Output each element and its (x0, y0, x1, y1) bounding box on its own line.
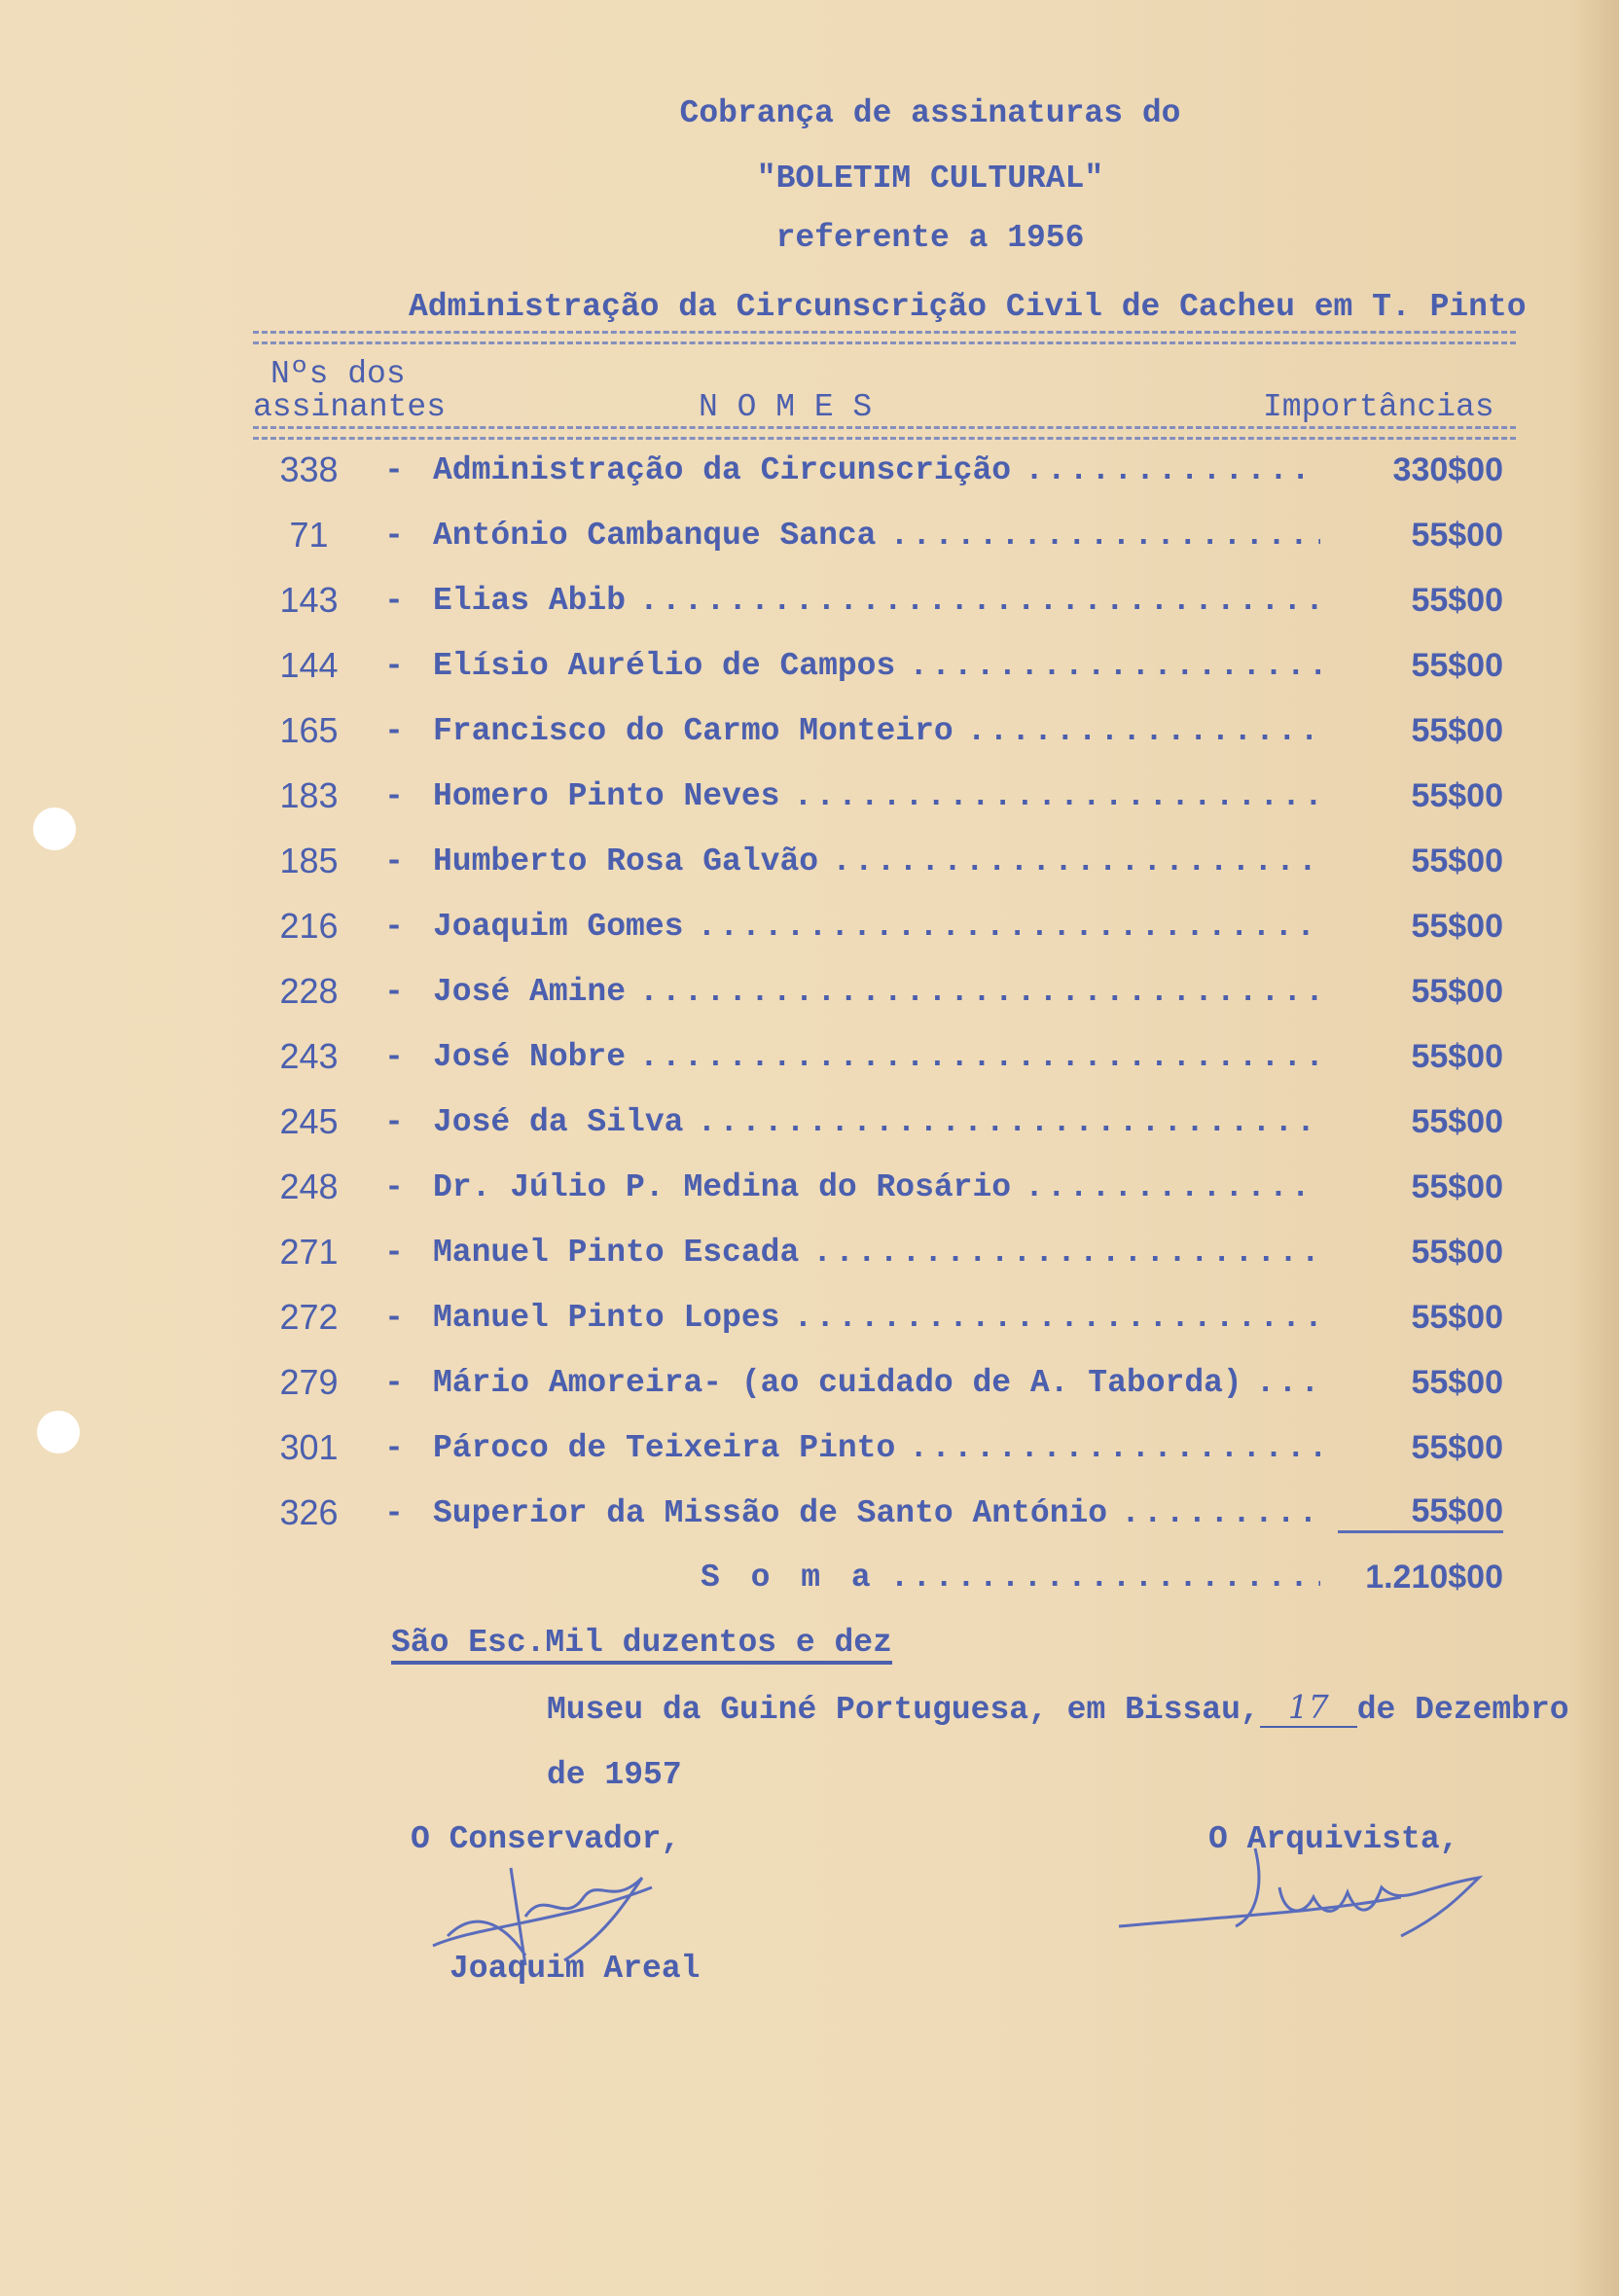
table-row (263, 1228, 1503, 1276)
subscriber-name: José Amine (433, 973, 627, 1010)
punch-hole-bottom (37, 1411, 80, 1453)
dash-separator: - (384, 1103, 404, 1140)
signature-arquivista (1109, 1829, 1498, 1955)
subscriber-amount: 55$00 (1338, 1492, 1503, 1533)
table-row (263, 771, 1503, 820)
table-row (263, 837, 1503, 885)
dash-separator: - (384, 843, 404, 879)
dot-leader (1025, 1169, 1320, 1205)
subscriber-name: Pároco de Teixeira Pinto (433, 1429, 896, 1466)
dash-separator: - (384, 1429, 404, 1466)
subscriber-name: Manuel Pinto Lopes (433, 1299, 780, 1336)
subscriber-number: 71 (289, 515, 329, 555)
table-row (263, 1097, 1503, 1146)
subscriber-name: José da Silva (433, 1103, 684, 1140)
subscriber-amount: 55$00 (1411, 1428, 1503, 1466)
dot-leader (1121, 1495, 1320, 1531)
dash-separator: - (384, 1038, 404, 1075)
subscriber-amount: 55$00 (1411, 1037, 1503, 1075)
dash-separator: - (384, 712, 404, 749)
subscriber-name: Humberto Rosa Galvão (433, 843, 819, 879)
divider-top (253, 331, 1516, 344)
dot-leader (909, 648, 1320, 684)
date-year: de 1957 (547, 1757, 682, 1793)
subscriber-name: Dr. Júlio P. Medina do Rosário (433, 1168, 1012, 1205)
table-row (263, 576, 1503, 625)
subscriber-name: Superior da Missão de Santo António (433, 1494, 1108, 1531)
subscriber-name: Elias Abib (433, 582, 627, 619)
dash-separator: - (384, 1234, 404, 1271)
subscriber-amount: 55$00 (1411, 842, 1503, 879)
dot-leader (889, 518, 1320, 554)
subscriber-number: 185 (279, 841, 339, 880)
total-label: S o m a (701, 1559, 877, 1596)
subscriber-amount: 330$00 (1392, 450, 1503, 488)
dash-separator: - (384, 451, 404, 488)
subscriber-amount: 55$00 (1411, 646, 1503, 684)
total-row (263, 1553, 1503, 1601)
dot-leader (832, 843, 1320, 879)
subscriber-number: 243 (279, 1036, 339, 1076)
subscriber-number: 228 (279, 971, 339, 1011)
dot-leader (967, 713, 1320, 749)
dot-leader (890, 1560, 1320, 1596)
subscriber-name: José Nobre (433, 1038, 627, 1075)
punch-hole-top (33, 807, 76, 850)
subscriber-name: Francisco do Carmo Monteiro (433, 712, 953, 749)
subscriber-number: 326 (279, 1492, 339, 1532)
subscriber-amount: 55$00 (1411, 1233, 1503, 1271)
total-amount: 1.210$00 (1365, 1558, 1503, 1596)
table-row (263, 902, 1503, 951)
subscriber-number: 338 (279, 449, 339, 489)
table-row (263, 1032, 1503, 1081)
subscriber-amount: 55$00 (1411, 1298, 1503, 1336)
dash-separator: - (384, 517, 404, 554)
right-signatory-title: O Arquivista, (1208, 1821, 1459, 1857)
dash-separator: - (384, 582, 404, 619)
dot-leader (909, 1430, 1320, 1466)
dot-leader (697, 1104, 1320, 1140)
subscriber-amount: 55$00 (1411, 1167, 1503, 1205)
subscriber-amount: 55$00 (1411, 516, 1503, 554)
subscriber-number: 245 (279, 1101, 339, 1141)
subscriber-number: 144 (279, 645, 339, 685)
title-line-1: Cobrança de assinaturas do (679, 95, 1181, 131)
col-header-number-1: Nºs dos (270, 356, 406, 392)
amount-in-words: São Esc.Mil duzentos e dez (391, 1625, 892, 1665)
dash-separator: - (384, 647, 404, 684)
title-line-3: referente a 1956 (775, 220, 1085, 256)
dot-leader (639, 974, 1320, 1010)
dash-separator: - (384, 1168, 404, 1205)
dot-leader (793, 1300, 1320, 1336)
table-row (263, 1163, 1503, 1211)
table-row (263, 706, 1503, 755)
subscriber-amount: 55$00 (1411, 972, 1503, 1010)
date-day: 17 (1260, 1688, 1357, 1728)
place-date (547, 1688, 1569, 1728)
col-header-number-2: assinantes (253, 389, 447, 425)
left-signatory-name: Joaquim Areal (450, 1951, 701, 1987)
subscriber-number: 248 (279, 1166, 339, 1206)
col-header-amounts: Importâncias (1263, 389, 1494, 425)
table-row (263, 446, 1503, 494)
table-row (263, 511, 1503, 559)
dash-separator: - (384, 777, 404, 814)
subscriber-amount: 55$00 (1411, 1102, 1503, 1140)
table-row (263, 1489, 1503, 1537)
place-date-prefix: Museu da Guiné Portuguesa, em Bissau, (547, 1692, 1260, 1728)
subscriber-number: 216 (279, 906, 339, 946)
subscriber-name: Administração da Circunscrição (433, 451, 1012, 488)
subscriber-name: António Cambanque Sanca (433, 517, 877, 554)
subscriber-number: 272 (279, 1297, 339, 1337)
subscriber-number: 301 (279, 1427, 339, 1467)
subscriber-amount: 55$00 (1411, 711, 1503, 749)
subscriber-amount: 55$00 (1411, 1363, 1503, 1401)
dot-leader (639, 583, 1320, 619)
table-row (263, 1358, 1503, 1407)
dash-separator: - (384, 1494, 404, 1531)
subscriber-name: Homero Pinto Neves (433, 777, 780, 814)
subscriber-name: Elísio Aurélio de Campos (433, 647, 896, 684)
subscriber-amount: 55$00 (1411, 581, 1503, 619)
col-header-names: N O M E S (699, 389, 873, 425)
dot-leader (812, 1235, 1320, 1271)
dot-leader (697, 909, 1320, 945)
subscriber-number: 271 (279, 1232, 339, 1272)
dash-separator: - (384, 973, 404, 1010)
table-row (263, 967, 1503, 1016)
subscriber-name: Joaquim Gomes (433, 908, 684, 945)
title-line-2: "BOLETIM CULTURAL" (756, 161, 1104, 197)
dot-leader (1025, 452, 1320, 488)
subscriber-number: 183 (279, 775, 339, 815)
left-signatory-title: O Conservador, (411, 1821, 681, 1857)
dash-separator: - (384, 1364, 404, 1401)
subscriber-number: 143 (279, 580, 339, 620)
table-row (263, 641, 1503, 690)
subscriber-number: 279 (279, 1362, 339, 1402)
subscriber-name: Manuel Pinto Escada (433, 1234, 800, 1271)
table-row (263, 1423, 1503, 1472)
table-row (263, 1293, 1503, 1342)
dot-leader (639, 1039, 1320, 1075)
subscriber-name: Mário Amoreira- (ao cuidado de A. Taborda) (433, 1364, 1242, 1401)
subtitle: Administração da Circunscrição Civil de Cacheu em T. Pinto (409, 289, 1527, 325)
date-month: de Dezembro (1356, 1692, 1569, 1728)
divider-header (253, 426, 1516, 440)
subscriber-number: 165 (279, 710, 339, 750)
dot-leader (793, 778, 1320, 814)
dash-separator: - (384, 1299, 404, 1336)
subscriber-amount: 55$00 (1411, 776, 1503, 814)
dash-separator: - (384, 908, 404, 945)
subscriber-amount: 55$00 (1411, 907, 1503, 945)
dot-leader (1256, 1365, 1320, 1401)
